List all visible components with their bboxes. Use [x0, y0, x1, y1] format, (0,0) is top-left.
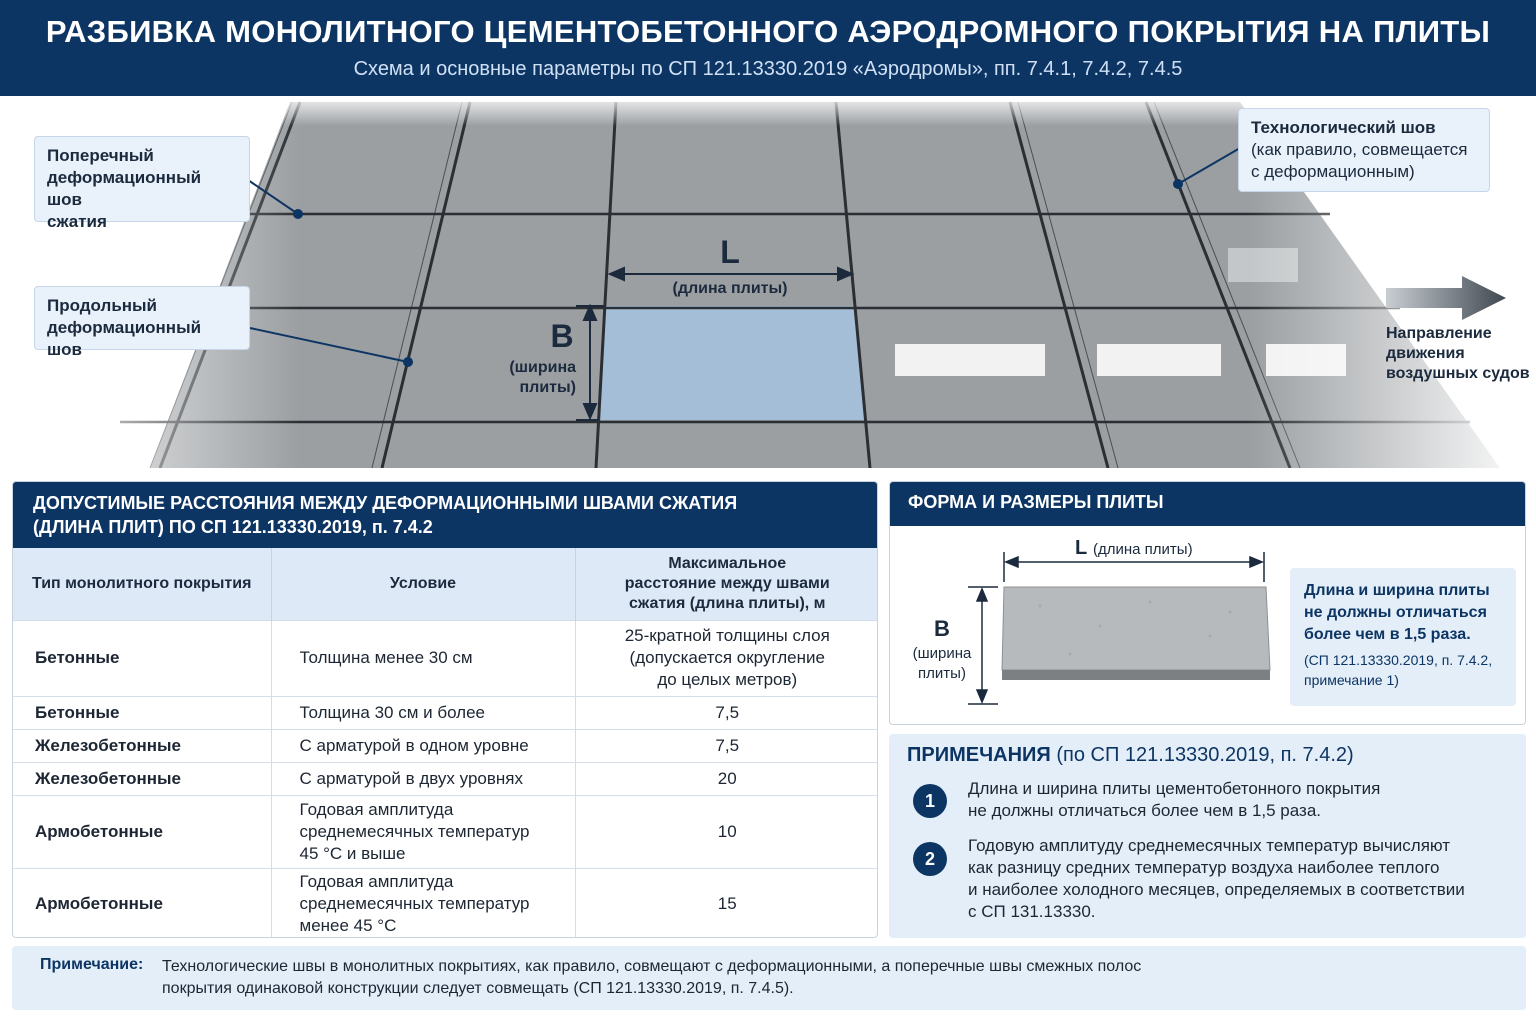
- column-header-max-distance: Максимальное расстояние между швами сжатия (длина плиты), м: [575, 548, 878, 620]
- note-item: Годовую амплитуду среднемесячных температур вычисляют как разницу средних температур воздуха наиболее теплого и наиболее холодного месяцев, определяемых в соответствии с СП 131.13330.: [968, 836, 1465, 921]
- form-label-B: B: [934, 616, 950, 641]
- table-row: [13, 795, 878, 868]
- cell-value: 25-кратной толщины слоя (допускается округление до целых метров): [575, 620, 878, 696]
- cell-type: Бетонные: [13, 696, 271, 729]
- table-row: [13, 620, 878, 696]
- cell-type: Армобетонные: [13, 795, 271, 868]
- form-label-B-sub: (ширина плиты): [912, 645, 972, 682]
- cell-condition: Толщина 30 см и более: [271, 696, 575, 729]
- column-header-type: Тип монолитного покрытия: [13, 548, 271, 620]
- joint-distance-table-panel: [12, 481, 878, 938]
- callout-tech-joint: Технологический шов (как правило, совмещается с деформационным): [1238, 108, 1490, 192]
- direction-label: Направление движения воздушных судов: [1386, 325, 1530, 382]
- pavement-scene: [0, 96, 1536, 468]
- table-header-row: [13, 548, 878, 620]
- form-label-L-sub: (длина плиты): [1093, 541, 1193, 558]
- cell-value: 15: [575, 868, 878, 938]
- header: [0, 0, 1536, 96]
- label-L-sub: (длина плиты): [672, 280, 788, 297]
- cell-condition: Годовая амплитуда среднемесячных температур 45 °С и выше: [271, 795, 575, 868]
- slab-top: [1002, 587, 1270, 670]
- notes-panel: [889, 734, 1526, 938]
- bottom-note-text: Технологические швы в монолитных покрытиях, как правило, совмещают с деформационными, а поперечные швы смежных полос покрытия одинаковой конструкции следует совмещать (СП 121.13330.2019, п. 7.4.5).: [162, 958, 1142, 997]
- form-label-L: L: [1075, 537, 1088, 559]
- cell-type: Железобетонные: [13, 762, 271, 795]
- note-item: Длина и ширина плиты цементобетонного покрытия не должны отличаться более чем в 1,5 раза.: [968, 779, 1381, 820]
- table-row: [13, 762, 878, 795]
- cell-type: Армобетонные: [13, 868, 271, 938]
- label-B: B: [550, 318, 574, 354]
- marking-stripe: [1097, 344, 1221, 376]
- cell-value: 20: [575, 762, 878, 795]
- cell-value: 7,5: [575, 729, 878, 762]
- bottom-note: [12, 946, 1526, 1010]
- column-header-condition: Условие: [271, 548, 575, 620]
- cell-type: Бетонные: [13, 620, 271, 696]
- table-title: ДОПУСТИМЫЕ РАССТОЯНИЯ МЕЖДУ ДЕФОРМАЦИОННЫМИ ШВАМИ СЖАТИЯ (ДЛИНА ПЛИТ) ПО СП 121.13330.2019, п. 7.4.2: [13, 482, 878, 548]
- callout-longitudinal-joint: Продольный деформационный шов: [34, 286, 250, 350]
- callout-transverse-joint: Поперечный деформационный шов сжатия: [34, 136, 250, 222]
- page-subtitle: Схема и основные параметры по СП 121.13330.2019 «Аэродромы», пп. 7.4.1, 7.4.2, 7.4.5: [353, 58, 1183, 80]
- cell-condition: Толщина менее 30 см: [271, 620, 575, 696]
- table-row: [13, 729, 878, 762]
- page-title: РАЗБИВКА МОНОЛИТНОГО ЦЕМЕНТОБЕТОННОГО АЭРОДРОМНОГО ПОКРЫТИЯ НА ПЛИТЫ: [45, 14, 1491, 49]
- cell-value: 10: [575, 795, 878, 868]
- form-note-main: Длина и ширина плиты не должны отличаться более чем в 1,5 раза.: [1304, 582, 1490, 643]
- marking-stripe: [895, 344, 1045, 376]
- cell-condition: С арматурой в двух уровнях: [271, 762, 575, 795]
- form-title: ФОРМА И РАЗМЕРЫ ПЛИТЫ: [890, 482, 1526, 526]
- form-note-ref: (СП 121.13330.2019, п. 7.4.2, примечание 1): [1304, 652, 1493, 688]
- label-L: L: [720, 234, 740, 270]
- label-B-sub: (ширина плиты): [509, 359, 576, 396]
- cell-condition: С арматурой в одном уровне: [271, 729, 575, 762]
- table-row: [13, 868, 878, 938]
- highlighted-slab: [598, 306, 866, 420]
- note-number-badge: 1: [913, 784, 947, 818]
- form-note-box: [1290, 568, 1516, 706]
- note-number-badge: 2: [913, 842, 947, 876]
- table-row: [13, 696, 878, 729]
- joint-distance-table: [13, 548, 878, 938]
- cell-value: 7,5: [575, 696, 878, 729]
- cell-condition: Годовая амплитуда среднемесячных температур менее 45 °С: [271, 868, 575, 938]
- bottom-note-label: Примечание:: [40, 956, 144, 973]
- slab-edge: [1002, 670, 1270, 680]
- cell-type: Железобетонные: [13, 729, 271, 762]
- notes-title: ПРИМЕЧАНИЯ (по СП 121.13330.2019, п. 7.4.2): [907, 744, 1354, 766]
